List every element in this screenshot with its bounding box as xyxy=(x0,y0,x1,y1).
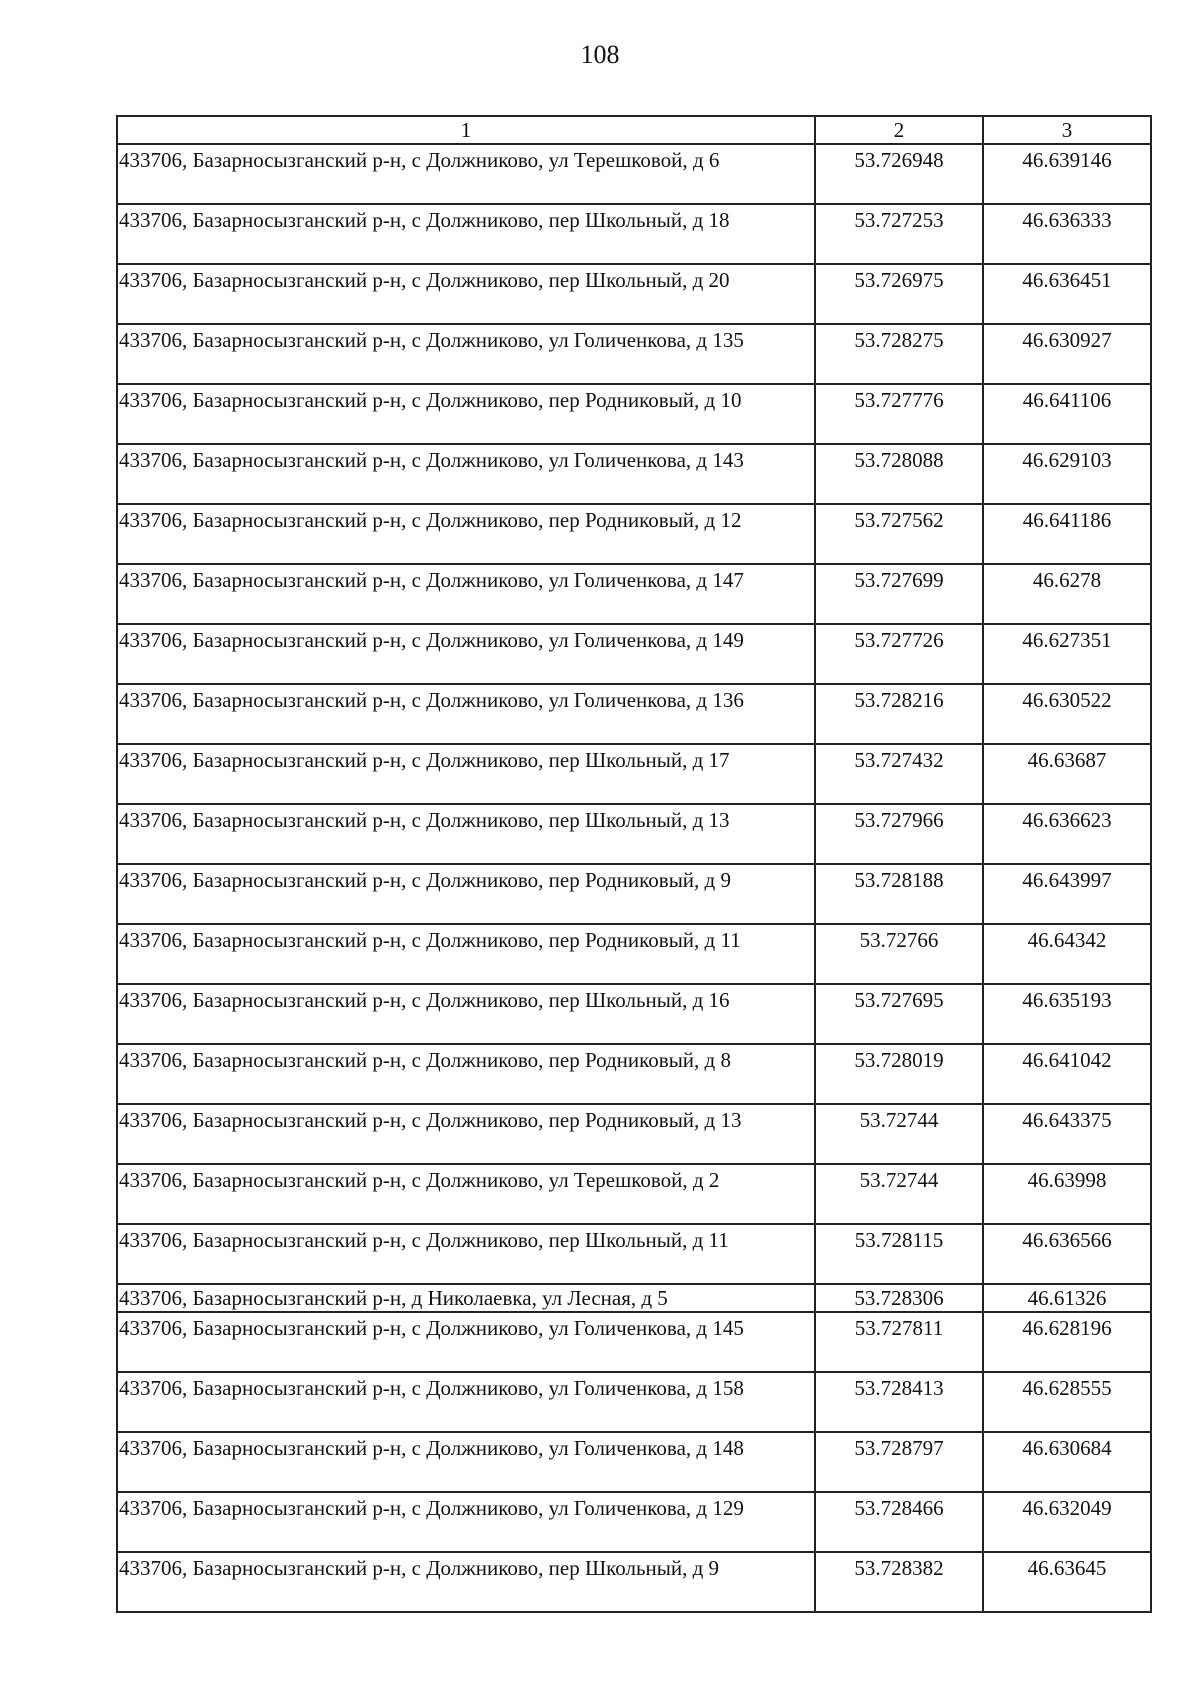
address-cell: 433706, Базарносызганский р-н, с Должниково, ул Терешковой, д 6 xyxy=(117,144,815,204)
latitude-cell: 53.727562 xyxy=(815,504,983,564)
longitude-cell: 46.636566 xyxy=(983,1224,1151,1284)
longitude-cell: 46.643997 xyxy=(983,864,1151,924)
latitude-cell: 53.728088 xyxy=(815,444,983,504)
longitude-cell: 46.641042 xyxy=(983,1044,1151,1104)
address-cell: 433706, Базарносызганский р-н, с Должниково, пер Школьный, д 9 xyxy=(117,1552,815,1612)
table-row xyxy=(117,1432,1151,1492)
table-row xyxy=(117,1492,1151,1552)
table-row xyxy=(117,1552,1151,1612)
address-cell: 433706, Базарносызганский р-н, с Должниково, пер Родниковый, д 10 xyxy=(117,384,815,444)
address-cell: 433706, Базарносызганский р-н, с Должниково, ул Голиченкова, д 129 xyxy=(117,1492,815,1552)
address-cell: 433706, Базарносызганский р-н, с Должниково, пер Школьный, д 20 xyxy=(117,264,815,324)
latitude-cell: 53.727695 xyxy=(815,984,983,1044)
table-row xyxy=(117,864,1151,924)
longitude-cell: 46.643375 xyxy=(983,1104,1151,1164)
address-cell: 433706, Базарносызганский р-н, с Должниково, ул Голиченкова, д 135 xyxy=(117,324,815,384)
longitude-cell: 46.630684 xyxy=(983,1432,1151,1492)
address-cell: 433706, Базарносызганский р-н, с Должниково, пер Родниковый, д 13 xyxy=(117,1104,815,1164)
table-row xyxy=(117,804,1151,864)
address-cell: 433706, Базарносызганский р-н, с Должниково, пер Родниковый, д 12 xyxy=(117,504,815,564)
table-row xyxy=(117,1312,1151,1372)
table-row xyxy=(117,924,1151,984)
table-row xyxy=(117,1104,1151,1164)
latitude-cell: 53.726975 xyxy=(815,264,983,324)
latitude-cell: 53.727726 xyxy=(815,624,983,684)
latitude-cell: 53.728188 xyxy=(815,864,983,924)
longitude-cell: 46.63998 xyxy=(983,1164,1151,1224)
latitude-cell: 53.728019 xyxy=(815,1044,983,1104)
table-row xyxy=(117,504,1151,564)
address-cell: 433706, Базарносызганский р-н, с Должниково, пер Родниковый, д 9 xyxy=(117,864,815,924)
table-row xyxy=(117,744,1151,804)
latitude-cell: 53.728306 xyxy=(815,1284,983,1312)
address-cell: 433706, Базарносызганский р-н, с Должниково, пер Родниковый, д 8 xyxy=(117,1044,815,1104)
table-header-row xyxy=(117,116,1151,144)
latitude-cell: 53.727699 xyxy=(815,564,983,624)
table-row xyxy=(117,564,1151,624)
latitude-cell: 53.727966 xyxy=(815,804,983,864)
table-row xyxy=(117,1164,1151,1224)
latitude-cell: 53.728216 xyxy=(815,684,983,744)
address-cell: 433706, Базарносызганский р-н, с Должниково, пер Школьный, д 13 xyxy=(117,804,815,864)
address-cell: 433706, Базарносызганский р-н, с Должниково, ул Голиченкова, д 147 xyxy=(117,564,815,624)
address-cell: 433706, Базарносызганский р-н, с Должниково, пер Школьный, д 11 xyxy=(117,1224,815,1284)
longitude-cell: 46.630522 xyxy=(983,684,1151,744)
address-cell: 433706, Базарносызганский р-н, с Должниково, пер Родниковый, д 11 xyxy=(117,924,815,984)
table-row xyxy=(117,204,1151,264)
address-coordinates-table xyxy=(116,115,1152,1613)
table-body xyxy=(117,144,1151,1612)
table-row xyxy=(117,324,1151,384)
table-row xyxy=(117,624,1151,684)
latitude-cell: 53.728115 xyxy=(815,1224,983,1284)
column-header-3: 3 xyxy=(983,116,1151,144)
page-number: 108 xyxy=(580,40,620,69)
address-cell: 433706, Базарносызганский р-н, с Должниково, пер Школьный, д 17 xyxy=(117,744,815,804)
latitude-cell: 53.72744 xyxy=(815,1164,983,1224)
table-row xyxy=(117,144,1151,204)
longitude-cell: 46.636451 xyxy=(983,264,1151,324)
column-header-2: 2 xyxy=(815,116,983,144)
address-cell: 433706, Базарносызганский р-н, с Должниково, ул Голиченкова, д 158 xyxy=(117,1372,815,1432)
latitude-cell: 53.728466 xyxy=(815,1492,983,1552)
address-cell: 433706, Базарносызганский р-н, д Николаевка, ул Лесная, д 5 xyxy=(117,1284,815,1312)
longitude-cell: 46.63687 xyxy=(983,744,1151,804)
longitude-cell: 46.639146 xyxy=(983,144,1151,204)
column-header-1: 1 xyxy=(117,116,815,144)
latitude-cell: 53.727776 xyxy=(815,384,983,444)
table-row xyxy=(117,264,1151,324)
address-cell: 433706, Базарносызганский р-н, с Должниково, ул Голиченкова, д 143 xyxy=(117,444,815,504)
longitude-cell: 46.628555 xyxy=(983,1372,1151,1432)
longitude-cell: 46.629103 xyxy=(983,444,1151,504)
latitude-cell: 53.728382 xyxy=(815,1552,983,1612)
latitude-cell: 53.727432 xyxy=(815,744,983,804)
latitude-cell: 53.727253 xyxy=(815,204,983,264)
latitude-cell: 53.728275 xyxy=(815,324,983,384)
longitude-cell: 46.641186 xyxy=(983,504,1151,564)
address-cell: 433706, Базарносызганский р-н, с Должниково, ул Голиченкова, д 148 xyxy=(117,1432,815,1492)
address-cell: 433706, Базарносызганский р-н, с Должниково, ул Голиченкова, д 145 xyxy=(117,1312,815,1372)
longitude-cell: 46.636623 xyxy=(983,804,1151,864)
longitude-cell: 46.6278 xyxy=(983,564,1151,624)
latitude-cell: 53.72744 xyxy=(815,1104,983,1164)
longitude-cell: 46.627351 xyxy=(983,624,1151,684)
longitude-cell: 46.641106 xyxy=(983,384,1151,444)
longitude-cell: 46.61326 xyxy=(983,1284,1151,1312)
longitude-cell: 46.64342 xyxy=(983,924,1151,984)
table-row xyxy=(117,1284,1151,1312)
address-cell: 433706, Базарносызганский р-н, с Должниково, ул Голиченкова, д 149 xyxy=(117,624,815,684)
longitude-cell: 46.636333 xyxy=(983,204,1151,264)
latitude-cell: 53.728797 xyxy=(815,1432,983,1492)
table-row xyxy=(117,444,1151,504)
longitude-cell: 46.632049 xyxy=(983,1492,1151,1552)
table-row xyxy=(117,984,1151,1044)
latitude-cell: 53.727811 xyxy=(815,1312,983,1372)
table-row xyxy=(117,384,1151,444)
latitude-cell: 53.72766 xyxy=(815,924,983,984)
longitude-cell: 46.63645 xyxy=(983,1552,1151,1612)
table-row xyxy=(117,684,1151,744)
latitude-cell: 53.728413 xyxy=(815,1372,983,1432)
address-cell: 433706, Базарносызганский р-н, с Должниково, пер Школьный, д 18 xyxy=(117,204,815,264)
longitude-cell: 46.628196 xyxy=(983,1312,1151,1372)
table-row xyxy=(117,1224,1151,1284)
table-row xyxy=(117,1044,1151,1104)
longitude-cell: 46.630927 xyxy=(983,324,1151,384)
longitude-cell: 46.635193 xyxy=(983,984,1151,1044)
table-row xyxy=(117,1372,1151,1432)
address-cell: 433706, Базарносызганский р-н, с Должниково, пер Школьный, д 16 xyxy=(117,984,815,1044)
address-cell: 433706, Базарносызганский р-н, с Должниково, ул Терешковой, д 2 xyxy=(117,1164,815,1224)
address-cell: 433706, Базарносызганский р-н, с Должниково, ул Голиченкова, д 136 xyxy=(117,684,815,744)
latitude-cell: 53.726948 xyxy=(815,144,983,204)
